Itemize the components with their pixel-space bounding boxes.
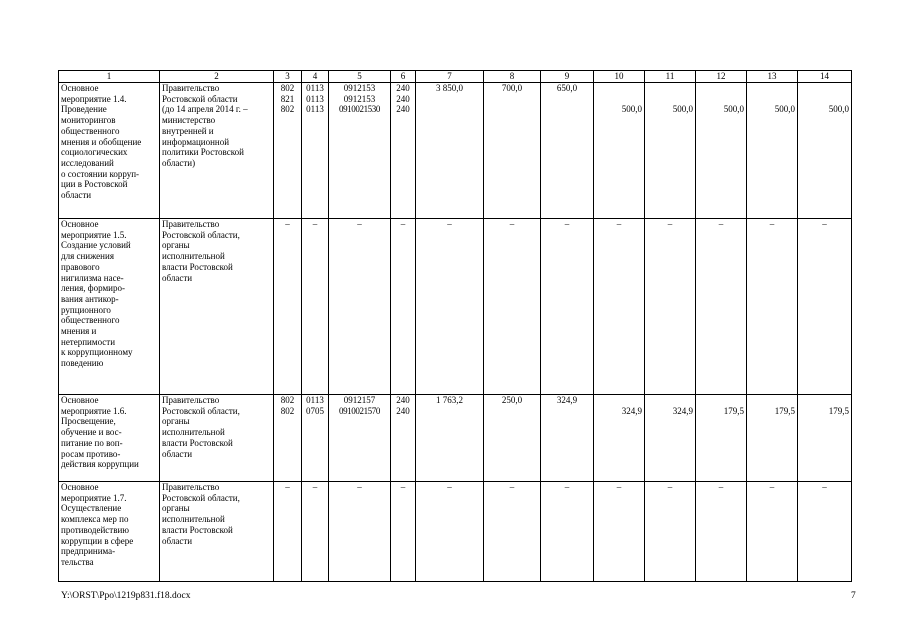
table-row bbox=[59, 219, 852, 395]
executor-cell: Правительство Ростовской области, органы исполнительной власти Ростовской области bbox=[160, 395, 274, 482]
amount-cell: 500,0 bbox=[594, 83, 645, 219]
code-value: 0113 bbox=[306, 83, 324, 93]
executor-cell: Правительство Ростовской области (до 14 апреля 2014 г. – министерство внутренней и информационной политики Ростовской области) bbox=[160, 83, 274, 219]
dash-cell: – bbox=[329, 219, 391, 395]
column-number-row bbox=[59, 71, 852, 83]
amount-cell: 324,9 bbox=[594, 395, 645, 482]
column-number: 4 bbox=[302, 71, 329, 83]
column-number: 9 bbox=[541, 71, 594, 83]
code-value: 0705 bbox=[306, 405, 324, 416]
dash-cell: – bbox=[645, 482, 696, 582]
executor-cell: Правительство Ростовской области, органы исполнительной власти Ростовской области bbox=[160, 219, 274, 395]
code-value: 821 bbox=[280, 93, 295, 104]
amount-cell: 650,0 bbox=[541, 83, 594, 219]
dash-cell: – bbox=[484, 482, 541, 582]
column-number: 12 bbox=[696, 71, 747, 83]
code-value: 0912157 bbox=[343, 395, 376, 405]
column-number: 1 bbox=[59, 71, 160, 83]
dash-cell: – bbox=[391, 219, 416, 395]
amount-cell: 500,0 bbox=[645, 83, 696, 219]
amount-cell: 179,5 bbox=[747, 395, 798, 482]
dash-cell: – bbox=[274, 219, 302, 395]
dash-cell: – bbox=[798, 219, 852, 395]
code-value: 240 bbox=[396, 405, 410, 416]
page-number: 7 bbox=[851, 591, 856, 601]
budget-table bbox=[58, 70, 852, 582]
amount-cell: 324,9 bbox=[645, 395, 696, 482]
measure-cell: Основное мероприятие 1.4. Проведение мониторингов общественного мнения и обобщение социологических исследований о состоянии корруп- ции в Ростовской области bbox=[59, 83, 160, 219]
dash-cell: – bbox=[274, 482, 302, 582]
code-value: 0912153 bbox=[343, 83, 376, 93]
code-value: 0910021530 bbox=[338, 104, 380, 115]
column-number: 8 bbox=[484, 71, 541, 83]
amount-cell: 500,0 bbox=[747, 83, 798, 219]
amount-cell: 179,5 bbox=[696, 395, 747, 482]
dash-cell: – bbox=[594, 219, 645, 395]
code-cell bbox=[274, 83, 302, 219]
dash-cell: – bbox=[302, 219, 329, 395]
code-cell bbox=[329, 395, 391, 482]
code-value: 802 bbox=[280, 405, 295, 416]
column-number: 2 bbox=[160, 71, 274, 83]
amount-cell: 700,0 bbox=[484, 83, 541, 219]
measure-cell: Основное мероприятие 1.5. Создание условий для снижения правового нигилизма насе- ления, формиро- вания антикор- рупционного общественного мнения и нетерпимости к коррупционному поведению bbox=[59, 219, 160, 395]
amount-cell: 500,0 bbox=[798, 83, 852, 219]
table-row bbox=[59, 83, 852, 219]
column-number: 10 bbox=[594, 71, 645, 83]
dash-cell: – bbox=[416, 482, 484, 582]
dash-cell: – bbox=[484, 219, 541, 395]
dash-cell: – bbox=[329, 482, 391, 582]
code-value: 240 bbox=[396, 104, 410, 115]
column-number: 6 bbox=[391, 71, 416, 83]
dash-cell: – bbox=[391, 482, 416, 582]
amount-cell: 179,5 bbox=[798, 395, 852, 482]
dash-cell: – bbox=[416, 219, 484, 395]
dash-cell: – bbox=[747, 219, 798, 395]
amount-cell: 250,0 bbox=[484, 395, 541, 482]
column-number: 13 bbox=[747, 71, 798, 83]
code-value: 802 bbox=[280, 83, 295, 93]
column-number: 14 bbox=[798, 71, 852, 83]
dash-cell: – bbox=[747, 482, 798, 582]
code-value: 240 bbox=[396, 83, 410, 93]
dash-cell: – bbox=[594, 482, 645, 582]
table-row bbox=[59, 482, 852, 582]
code-value: 240 bbox=[396, 93, 410, 104]
amount-cell: 500,0 bbox=[696, 83, 747, 219]
measure-cell: Основное мероприятие 1.7. Осуществление комплекса мер по противодействию коррупции в сфере предпринима- тельства bbox=[59, 482, 160, 582]
code-cell bbox=[274, 395, 302, 482]
dash-cell: – bbox=[696, 482, 747, 582]
code-value: 0910021570 bbox=[338, 405, 380, 416]
column-number: 7 bbox=[416, 71, 484, 83]
code-value: 0113 bbox=[306, 93, 324, 104]
code-value: 802 bbox=[280, 395, 295, 405]
code-cell bbox=[302, 83, 329, 219]
column-number: 5 bbox=[329, 71, 391, 83]
dash-cell: – bbox=[798, 482, 852, 582]
code-value: 802 bbox=[280, 104, 295, 115]
code-value: 240 bbox=[396, 395, 410, 405]
file-path-footer: Y:\ORST\Ppo\1219p831.f18.docx bbox=[61, 591, 191, 601]
column-number: 11 bbox=[645, 71, 696, 83]
dash-cell: – bbox=[541, 482, 594, 582]
amount-cell: 3 850,0 bbox=[416, 83, 484, 219]
dash-cell: – bbox=[541, 219, 594, 395]
executor-cell: Правительство Ростовской области, органы исполнительной власти Ростовской области bbox=[160, 482, 274, 582]
measure-cell: Основное мероприятие 1.6. Просвещение, обучение и вос- питание по воп- росам противо- действия коррупции bbox=[59, 395, 160, 482]
code-value: 0113 bbox=[306, 395, 324, 405]
code-cell bbox=[391, 395, 416, 482]
code-cell bbox=[391, 83, 416, 219]
code-cell bbox=[329, 83, 391, 219]
amount-cell: 1 763,2 bbox=[416, 395, 484, 482]
column-number: 3 bbox=[274, 71, 302, 83]
code-value: 0912153 bbox=[343, 93, 376, 104]
dash-cell: – bbox=[645, 219, 696, 395]
dash-cell: – bbox=[302, 482, 329, 582]
amount-cell: 324,9 bbox=[541, 395, 594, 482]
code-cell bbox=[302, 395, 329, 482]
code-value: 0113 bbox=[306, 104, 324, 115]
dash-cell: – bbox=[696, 219, 747, 395]
table-row bbox=[59, 395, 852, 482]
